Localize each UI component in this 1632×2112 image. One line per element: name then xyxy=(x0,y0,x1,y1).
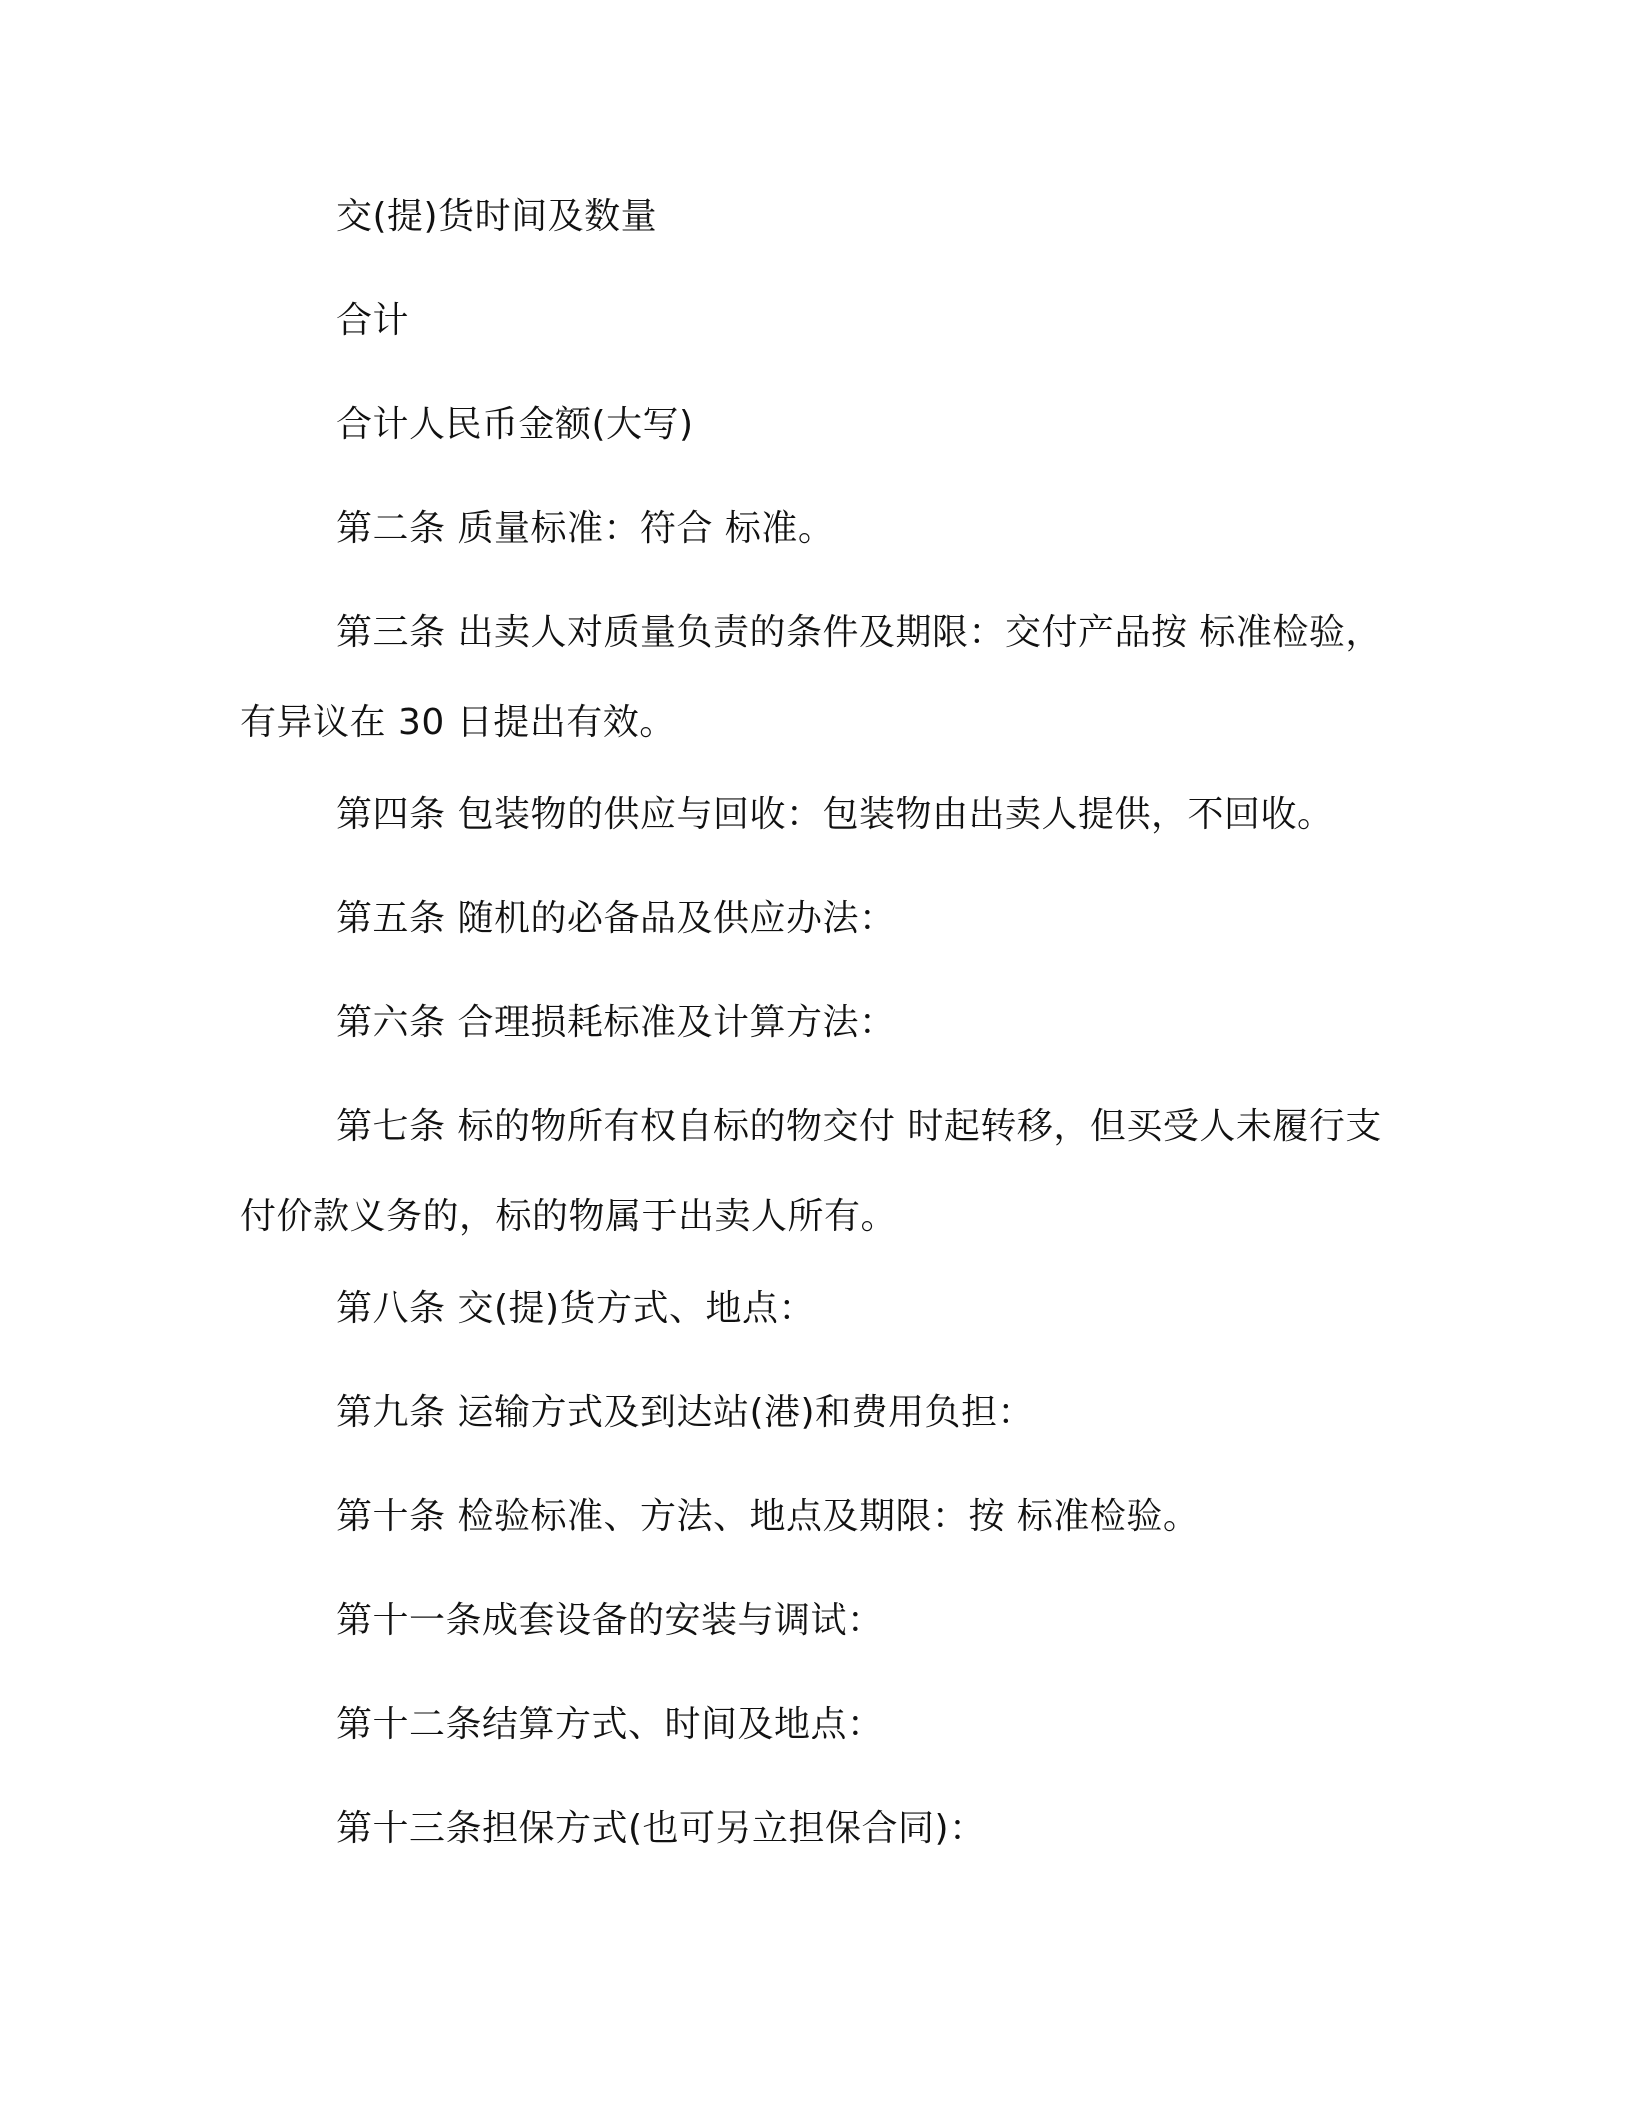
article-8-delivery-method: 第八条 交(提)货方式、地点： xyxy=(336,1288,816,1329)
total-rmb-amount-line: 合计人民币金额(大写) xyxy=(336,404,694,445)
delivery-time-quantity-line: 交(提)货时间及数量 xyxy=(336,196,658,237)
article-11-installation: 第十一条成套设备的安装与调试： xyxy=(336,1600,884,1641)
article-10-inspection: 第十条 检验标准、方法、地点及期限：按 标准检验。 xyxy=(336,1496,1200,1537)
article-3-quality-responsibility: 第三条 出卖人对质量负责的条件及期限：交付产品按 标准检验，有异议在 30 日提出有效。 xyxy=(240,612,1382,743)
article-13-guarantee: 第十三条担保方式(也可另立担保合同)： xyxy=(336,1808,986,1849)
article-5-accessories: 第五条 随机的必备品及供应办法： xyxy=(336,898,896,939)
total-line: 合计 xyxy=(336,300,410,341)
article-4-packaging: 第四条 包装物的供应与回收：包装物由出卖人提供，不回收。 xyxy=(336,794,1334,835)
article-12-settlement: 第十二条结算方式、时间及地点： xyxy=(336,1704,884,1745)
article-7-ownership-transfer: 第七条 标的物所有权自标的物交付 时起转移，但买受人未履行支付价款义务的，标的物属于出卖人所有。 xyxy=(240,1106,1382,1237)
article-2-quality-standard: 第二条 质量标准：符合 标准。 xyxy=(336,508,835,549)
article-9-transport: 第九条 运输方式及到达站(港)和费用负担： xyxy=(336,1392,1035,1433)
article-6-loss-standard: 第六条 合理损耗标准及计算方法： xyxy=(336,1002,896,1043)
